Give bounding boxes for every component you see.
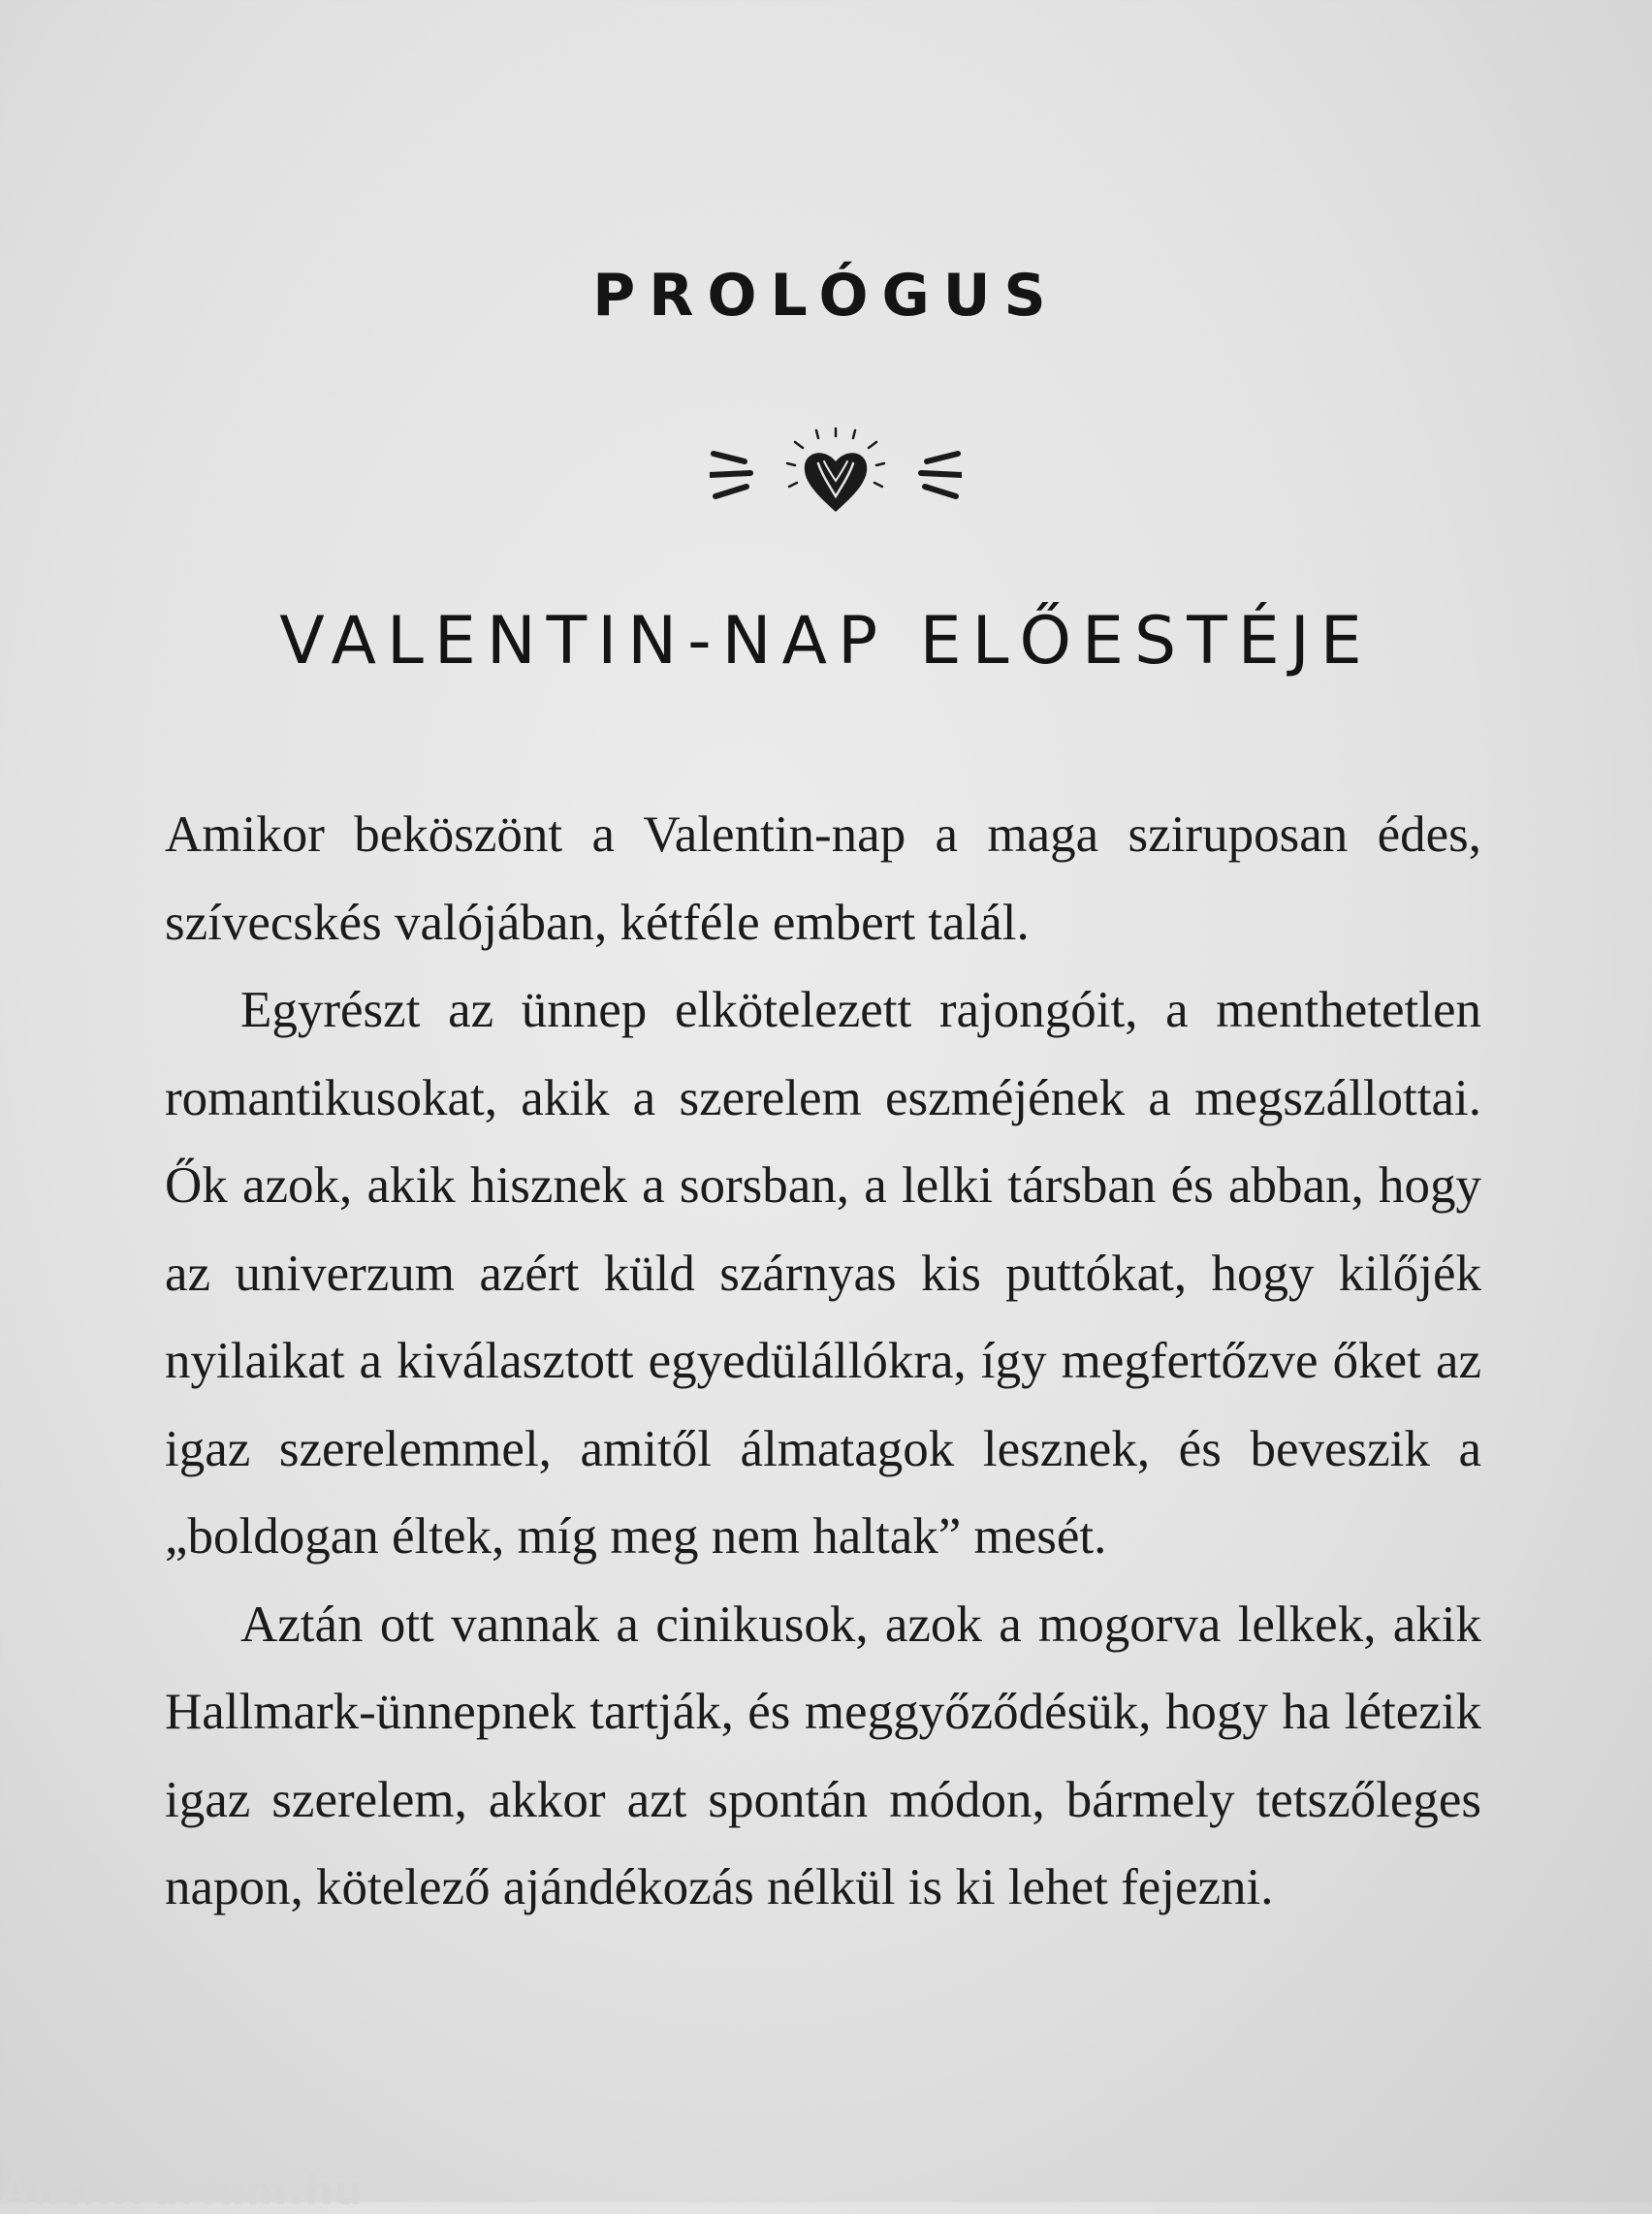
paragraph-2: Egyrészt az ünnep elkötelezett rajongóit, a menthetetlen romantikusokat, akik a szerelem eszméjének a megszállottai. Ők azok, akik hisznek a sorsban, a lelki társban és abban, hogy az univerzum azért küld szárnyas kis puttókat, hogy kilőjék nyilaikat a kiválasztott egyedülállókra, így megfertőzve őket az igaz szerelemmel, amitől álmatagok lesznek, és beveszik a „boldogan éltek, míg meg nem haltak” mesét. xyxy=(165,982,1481,1565)
chapter-label: PROLÓGUS xyxy=(592,262,1060,330)
heart-ornament-icon xyxy=(710,427,962,523)
paragraph-1: Amikor beköszönt a Valentin-nap a maga sziruposan édes, szívecskés valójában, kétféle embert talál. xyxy=(165,807,1481,951)
paragraph-3: Aztán ott vannak a cinikusok, azok a mogorva lelkek, akik Hallmark-ünnepnek tartják, és meggyőződésük, hogy ha létezik igaz szerelem, akkor azt spontán módon, bármely tetszőleges napon, kötelező ajándékozás nélkül is ki lehet fejezni. xyxy=(165,1596,1481,1915)
body-text xyxy=(165,791,1481,1932)
chapter-title: VALENTIN-NAP ELŐESTÉJE xyxy=(279,603,1373,680)
watermark: Antikvárium.hu xyxy=(0,2169,365,2214)
